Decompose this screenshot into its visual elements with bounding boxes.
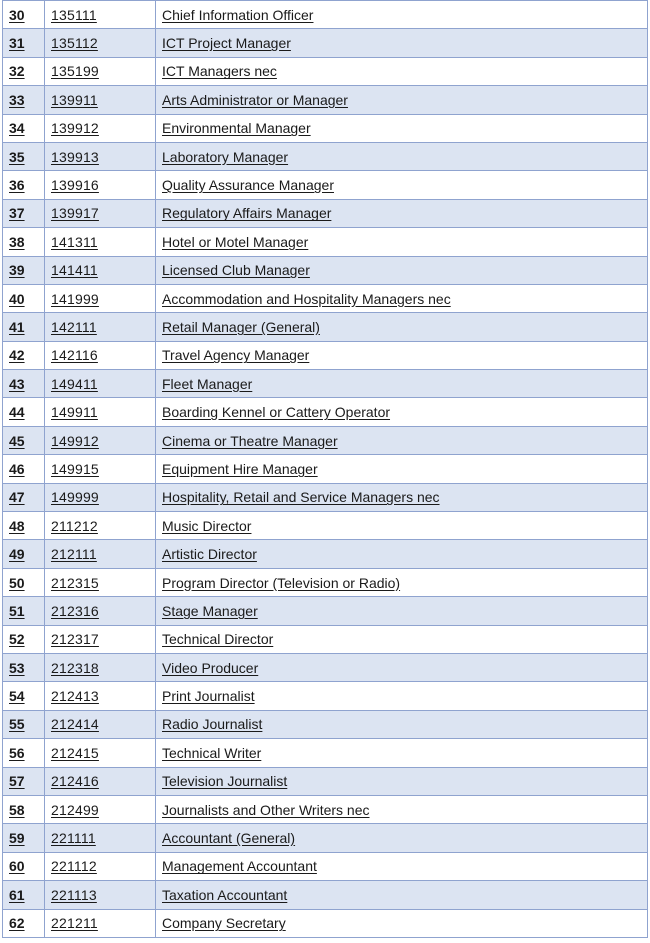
table-cell-title [156,739,648,767]
table-cell-title [156,568,648,596]
occupation-code-link[interactable]: 149912 [51,432,99,449]
table-cell-num [3,284,45,312]
table-cell-code [45,767,156,795]
occupation-code-link[interactable]: 135111 [51,6,97,23]
occupation-code-link[interactable]: 139911 [51,91,98,108]
table-cell-title [156,114,648,142]
occupation-table-container [2,0,647,938]
row-number-link[interactable]: 57 [9,773,25,790]
table-cell-num [3,313,45,341]
table-cell-code [45,228,156,256]
row-number-link[interactable]: 50 [9,574,25,591]
table-cell-title [156,597,648,625]
table-cell-num [3,625,45,653]
occupation-code-link[interactable]: 212415 [51,744,99,761]
occupation-title-link[interactable]: Laboratory Manager [162,148,289,165]
occupation-title-link[interactable]: Radio Journalist [162,716,263,733]
table-row [3,625,648,653]
occupation-code-link[interactable]: 139916 [51,177,99,194]
table-cell-num [3,142,45,170]
row-number-link[interactable]: 44 [9,404,25,421]
table-cell-code [45,57,156,85]
table-cell-code [45,142,156,170]
table-cell-code [45,256,156,284]
row-number-link[interactable]: 38 [9,233,25,250]
row-number-link[interactable]: 37 [9,205,25,222]
table-row [3,455,648,483]
table-cell-title [156,710,648,738]
row-number-link[interactable]: 45 [9,432,25,449]
row-number-link[interactable]: 40 [9,290,25,307]
occupation-title-link[interactable]: ICT Managers nec [162,63,277,80]
table-cell-title [156,795,648,823]
table-row [3,483,648,511]
table-cell-title [156,512,648,540]
occupation-title-link[interactable]: Arts Administrator or Manager [162,91,348,108]
table-cell-num [3,824,45,852]
table-cell-num [3,767,45,795]
table-cell-code [45,824,156,852]
table-cell-title [156,455,648,483]
occupation-title-link[interactable]: Environmental Manager [162,120,311,137]
table-cell-code [45,597,156,625]
occupation-code-link[interactable]: 212499 [51,801,99,818]
table-cell-num [3,114,45,142]
table-cell-num [3,256,45,284]
table-row [3,426,648,454]
occupation-code-link[interactable]: 149411 [51,375,98,392]
table-cell-num [3,199,45,227]
table-cell-code [45,483,156,511]
occupation-title-link[interactable]: Cinema or Theatre Manager [162,432,338,449]
table-cell-title [156,881,648,909]
row-number-link[interactable]: 48 [9,517,25,534]
row-number-link[interactable]: 52 [9,631,25,648]
table-cell-num [3,682,45,710]
occupation-title-link[interactable]: Technical Director [162,631,274,648]
table-cell-num [3,710,45,738]
occupation-title-link[interactable]: Print Journalist [162,688,255,705]
table-cell-num [3,653,45,681]
table-row [3,171,648,199]
occupation-title-link[interactable]: Music Director [162,517,252,534]
table-cell-code [45,313,156,341]
table-cell-title [156,57,648,85]
occupation-title-link[interactable]: Travel Agency Manager [162,347,310,364]
table-row [3,512,648,540]
table-cell-num [3,909,45,937]
table-row [3,597,648,625]
table-cell-code [45,370,156,398]
table-row [3,57,648,85]
occupation-code-link[interactable]: 221112 [51,858,97,875]
table-row [3,710,648,738]
row-number-link[interactable]: 34 [9,120,25,137]
table-row [3,199,648,227]
occupation-code-link[interactable]: 149999 [51,489,99,506]
row-number-link[interactable]: 53 [9,659,25,676]
table-row [3,852,648,880]
occupation-title-link[interactable]: Chief Information Officer [162,6,314,23]
table-row [3,370,648,398]
occupation-title-link[interactable]: Taxation Accountant [162,886,288,903]
table-cell-title [156,171,648,199]
table-cell-code [45,426,156,454]
row-number-link[interactable]: 47 [9,489,25,506]
table-cell-code [45,909,156,937]
table-cell-code [45,739,156,767]
row-number-link[interactable]: 46 [9,460,25,477]
table-cell-title [156,653,648,681]
table-cell-title [156,767,648,795]
table-cell-code [45,540,156,568]
row-number-link[interactable]: 33 [9,91,25,108]
occupation-code-link[interactable]: 212416 [51,773,99,790]
occupation-title-link[interactable]: Quality Assurance Manager [162,177,334,194]
occupation-title-link[interactable]: Company Secretary [162,915,286,932]
table-cell-title [156,824,648,852]
table-cell-code [45,199,156,227]
table-cell-num [3,86,45,114]
occupation-table-body [3,1,648,938]
table-cell-title [156,909,648,937]
table-row [3,86,648,114]
table-row [3,29,648,57]
row-number-link[interactable]: 49 [9,546,25,563]
table-cell-code [45,625,156,653]
row-number-link[interactable]: 59 [9,830,25,847]
table-cell-title [156,341,648,369]
occupation-code-link[interactable]: 142116 [51,347,98,364]
occupation-code-link[interactable]: 142111 [51,318,97,335]
table-row [3,795,648,823]
table-cell-num [3,29,45,57]
occupation-code-link[interactable]: 212316 [51,602,99,619]
occupation-title-link[interactable]: Regulatory Affairs Manager [162,205,332,222]
table-row [3,739,648,767]
row-number-link[interactable]: 55 [9,716,25,733]
table-cell-title [156,284,648,312]
table-cell-num [3,341,45,369]
table-cell-num [3,57,45,85]
occupation-title-link[interactable]: Hospitality, Retail and Service Managers nec [162,489,440,506]
occupation-code-link[interactable]: 141311 [51,233,98,250]
row-number-link[interactable]: 35 [9,148,25,165]
table-cell-title [156,142,648,170]
table-cell-title [156,256,648,284]
table-cell-title [156,313,648,341]
occupation-code-link[interactable]: 221111 [51,830,96,847]
table-cell-num [3,739,45,767]
occupation-title-link[interactable]: Accountant (General) [162,830,296,847]
table-cell-code [45,512,156,540]
table-cell-num [3,881,45,909]
row-number-link[interactable]: 41 [9,318,25,335]
table-cell-num [3,852,45,880]
occupation-title-link[interactable]: ICT Project Manager [162,35,291,52]
row-number-link[interactable]: 42 [9,347,25,364]
table-cell-title [156,86,648,114]
table-cell-code [45,710,156,738]
table-cell-title [156,1,648,29]
table-cell-code [45,171,156,199]
table-row [3,540,648,568]
table-row [3,909,648,937]
occupation-code-link[interactable]: 139912 [51,120,99,137]
occupation-title-link[interactable]: Video Producer [162,659,259,676]
occupation-code-link[interactable]: 135199 [51,63,99,80]
table-cell-num [3,512,45,540]
row-number-link[interactable]: 32 [9,63,25,80]
row-number-link[interactable]: 51 [9,602,25,619]
table-cell-code [45,568,156,596]
occupation-title-link[interactable]: Retail Manager (General) [162,318,320,335]
table-cell-num [3,483,45,511]
row-number-link[interactable]: 30 [9,6,25,23]
table-row [3,398,648,426]
table-cell-code [45,881,156,909]
occupation-code-link[interactable]: 212413 [51,688,99,705]
row-number-link[interactable]: 56 [9,744,25,761]
table-cell-title [156,625,648,653]
table-cell-num [3,426,45,454]
occupation-code-link[interactable]: 211212 [51,517,98,534]
row-number-link[interactable]: 61 [9,886,25,903]
table-row [3,682,648,710]
table-cell-num [3,455,45,483]
table-cell-title [156,228,648,256]
table-cell-title [156,426,648,454]
occupation-title-link[interactable]: Boarding Kennel or Cattery Operator [162,404,391,421]
table-cell-code [45,852,156,880]
table-cell-title [156,540,648,568]
occupation-code-link[interactable]: 212315 [51,574,99,591]
table-cell-code [45,341,156,369]
table-cell-title [156,852,648,880]
occupation-code-link[interactable]: 141999 [51,290,99,307]
row-number-link[interactable]: 31 [9,35,25,52]
table-cell-num [3,540,45,568]
row-number-link[interactable]: 43 [9,375,25,392]
table-cell-num [3,398,45,426]
row-number-link[interactable]: 54 [9,688,25,705]
table-cell-title [156,398,648,426]
table-cell-title [156,483,648,511]
occupation-code-link[interactable]: 212318 [51,659,99,676]
row-number-link[interactable]: 62 [9,915,25,932]
table-row [3,142,648,170]
occupation-code-link[interactable]: 139913 [51,148,99,165]
table-row [3,881,648,909]
occupation-title-link[interactable]: Technical Writer [162,744,262,761]
table-row [3,256,648,284]
occupation-title-link[interactable]: Equipment Hire Manager [162,460,318,477]
occupation-code-link[interactable]: 212317 [51,631,99,648]
table-cell-code [45,284,156,312]
occupation-code-link[interactable]: 149911 [51,404,98,421]
occupation-title-link[interactable]: Accommodation and Hospitality Managers nec [162,290,451,307]
table-cell-title [156,29,648,57]
table-cell-num [3,370,45,398]
table-row [3,653,648,681]
table-cell-num [3,795,45,823]
table-row [3,114,648,142]
table-cell-code [45,455,156,483]
occupation-table [2,0,648,938]
occupation-title-link[interactable]: Fleet Manager [162,375,253,392]
occupation-code-link[interactable]: 139917 [51,205,99,222]
table-row [3,568,648,596]
occupation-code-link[interactable]: 221211 [51,915,98,932]
table-cell-num [3,1,45,29]
row-number-link[interactable]: 36 [9,177,25,194]
row-number-link[interactable]: 58 [9,801,25,818]
table-row [3,341,648,369]
occupation-title-link[interactable]: Stage Manager [162,602,258,619]
occupation-title-link[interactable]: Management Accountant [162,858,317,875]
table-cell-code [45,653,156,681]
table-row [3,767,648,795]
occupation-code-link[interactable]: 212111 [51,546,97,563]
occupation-code-link[interactable]: 149915 [51,460,99,477]
occupation-code-link[interactable]: 212414 [51,716,99,733]
table-cell-title [156,370,648,398]
table-cell-code [45,86,156,114]
table-cell-title [156,199,648,227]
occupation-title-link[interactable]: Program Director (Television or Radio) [162,574,401,591]
table-cell-code [45,29,156,57]
table-row [3,284,648,312]
occupation-code-link[interactable]: 141411 [51,262,98,279]
table-row [3,313,648,341]
occupation-title-link[interactable]: Television Journalist [162,773,288,790]
table-cell-code [45,114,156,142]
occupation-title-link[interactable]: Journalists and Other Writers nec [162,801,370,818]
occupation-code-link[interactable]: 221113 [51,886,97,903]
table-cell-code [45,795,156,823]
occupation-title-link[interactable]: Artistic Director [162,546,257,563]
row-number-link[interactable]: 60 [9,858,25,875]
table-cell-code [45,682,156,710]
table-cell-title [156,682,648,710]
table-row [3,228,648,256]
occupation-title-link[interactable]: Hotel or Motel Manager [162,233,309,250]
table-cell-num [3,171,45,199]
table-cell-code [45,398,156,426]
table-row [3,1,648,29]
table-cell-num [3,597,45,625]
row-number-link[interactable]: 39 [9,262,25,279]
table-row [3,824,648,852]
table-cell-code [45,1,156,29]
occupation-title-link[interactable]: Licensed Club Manager [162,262,310,279]
table-cell-num [3,228,45,256]
occupation-code-link[interactable]: 135112 [51,35,98,52]
table-cell-num [3,568,45,596]
